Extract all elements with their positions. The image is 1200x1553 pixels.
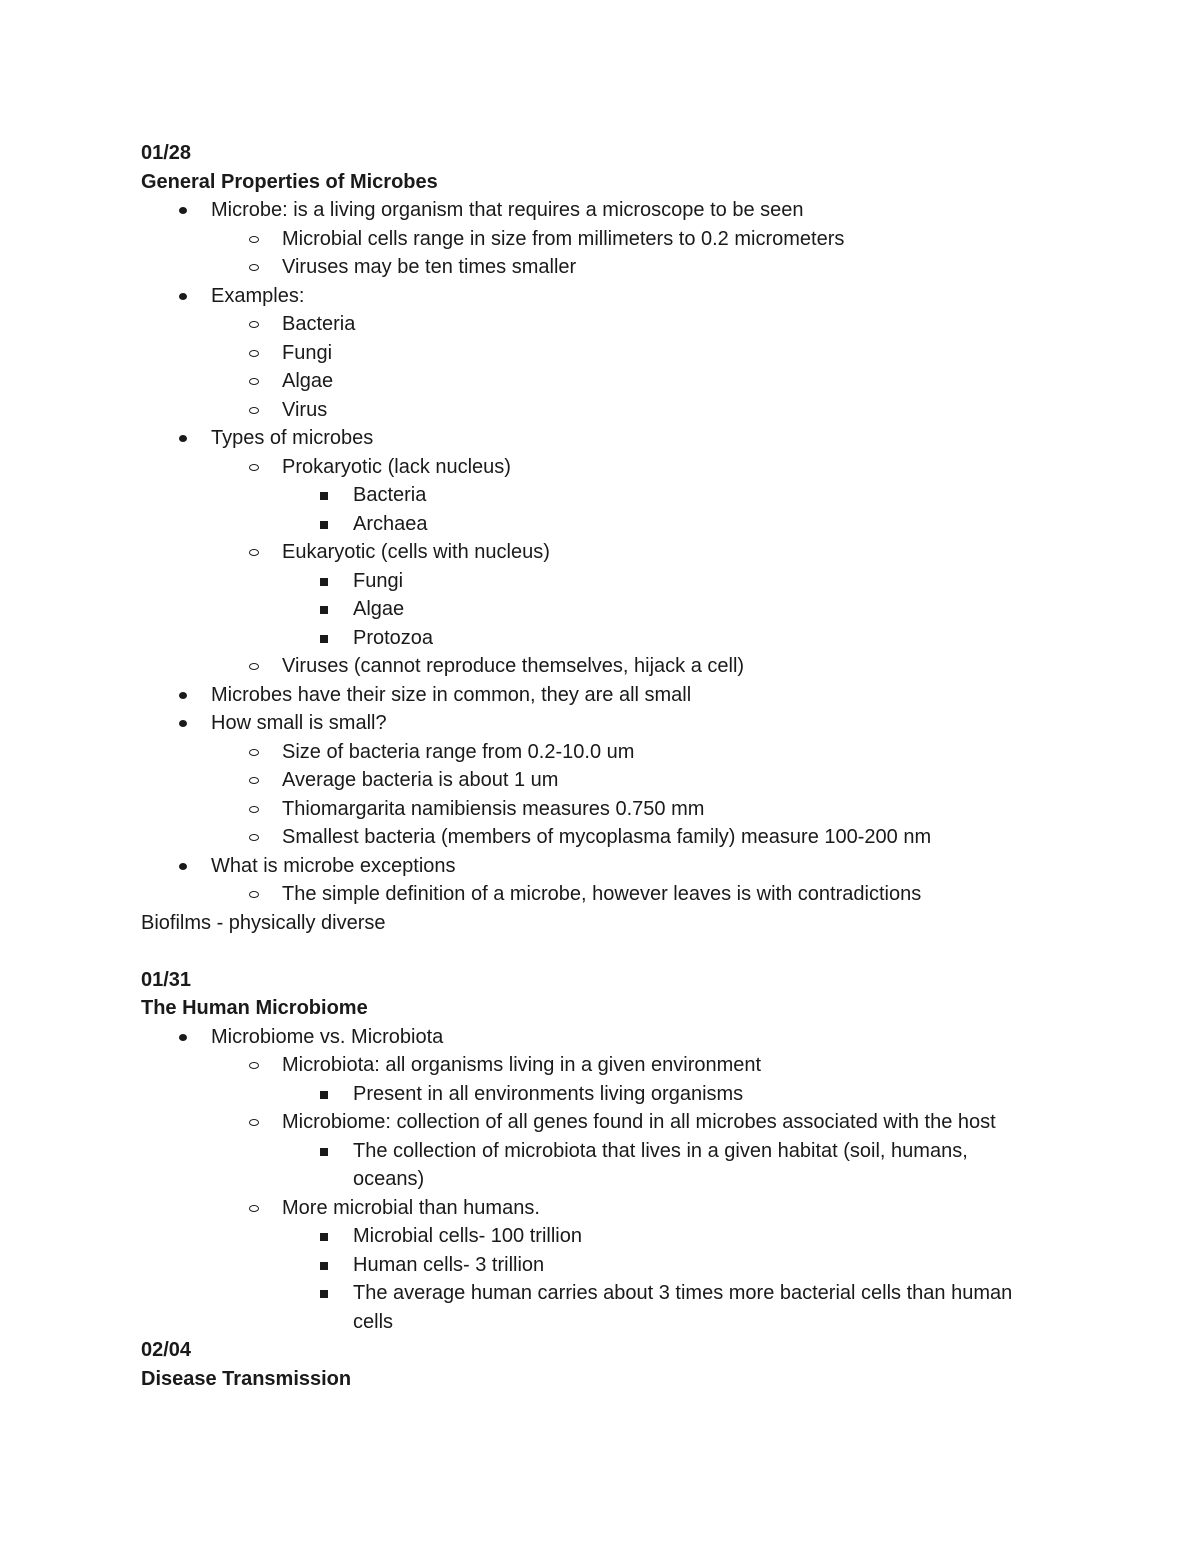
bullet-square-icon — [318, 1080, 332, 1109]
bullet-circle-icon — [248, 1051, 262, 1080]
bullet-square-icon — [318, 567, 332, 596]
bullet-dot-icon — [177, 282, 191, 311]
bullet-square-icon — [318, 1222, 332, 1251]
section-date: 01/31 — [141, 968, 192, 991]
bullet-dot-icon — [177, 424, 191, 453]
list-item: The average human carries about 3 times more bacterial cells than human cells — [141, 1279, 1061, 1336]
bullet-square-icon — [318, 481, 332, 510]
list-item: Average bacteria is about 1 um — [141, 766, 1061, 795]
bullet-circle-icon — [248, 538, 262, 567]
list-item: Microbes have their size in common, they are all small — [141, 681, 1061, 710]
section-date: 02/04 — [141, 1339, 192, 1361]
note-text: Biofilms - physically diverse — [141, 911, 386, 934]
list-item: Virus — [141, 396, 1061, 425]
bullet-circle-icon — [248, 1108, 262, 1137]
list-item: Fungi — [141, 339, 1061, 368]
section-title: General Properties of Microbes — [141, 170, 438, 193]
list-item: How small is small? — [141, 709, 1061, 738]
document-body — [141, 139, 1061, 1393]
bullet-dot-icon — [177, 709, 191, 738]
section-title: The Human Microbiome — [141, 997, 368, 1019]
list-item: Eukaryotic (cells with nucleus) — [141, 538, 1061, 567]
list-item: Prokaryotic (lack nucleus) — [141, 453, 1061, 482]
bullet-circle-icon — [248, 225, 262, 254]
bullet-circle-icon — [248, 1194, 262, 1223]
bullet-dot-icon — [177, 196, 191, 225]
bullet-circle-icon — [248, 823, 262, 852]
bullet-square-icon — [318, 510, 332, 539]
list-item: The simple definition of a microbe, however leaves is with contradictions — [141, 880, 1061, 909]
list-item: Microbial cells- 100 trillion — [141, 1222, 1061, 1251]
list-item: Microbe: is a living organism that requires a microscope to be seen — [141, 196, 1061, 225]
list-item: Fungi — [141, 567, 1061, 596]
bullet-square-icon — [318, 1251, 332, 1280]
list-item: Types of microbes — [141, 424, 1061, 453]
bullet-circle-icon — [248, 367, 262, 396]
list-item: Present in all environments living organisms — [141, 1080, 1061, 1109]
bullet-square-icon — [318, 595, 332, 624]
bullet-dot-icon — [177, 681, 191, 710]
bullet-circle-icon — [248, 396, 262, 425]
bullet-square-icon — [318, 1279, 332, 1308]
bullet-circle-icon — [248, 880, 262, 909]
bullet-square-icon — [318, 1137, 332, 1166]
bullet-circle-icon — [248, 738, 262, 767]
section-date: 01/28 — [141, 142, 192, 164]
list-item: Viruses may be ten times smaller — [141, 253, 1061, 282]
list-item: Viruses (cannot reproduce themselves, hijack a cell) — [141, 652, 1061, 681]
section-title: Disease Transmission — [141, 1367, 352, 1390]
list-item: Bacteria — [141, 310, 1061, 339]
list-item: Microbial cells range in size from millimeters to 0.2 micrometers — [141, 225, 1061, 254]
bullet-circle-icon — [248, 253, 262, 282]
list-item: Algae — [141, 595, 1061, 624]
list-item: What is microbe exceptions — [141, 852, 1061, 881]
bullet-circle-icon — [248, 453, 262, 482]
list-item: More microbial than humans. — [141, 1194, 1061, 1223]
list-item: Bacteria — [141, 481, 1061, 510]
list-item: Examples: — [141, 282, 1061, 311]
bullet-circle-icon — [248, 795, 262, 824]
list-item: Smallest bacteria (members of mycoplasma family) measure 100-200 nm — [141, 823, 1061, 852]
spacer — [141, 937, 1061, 966]
bullet-dot-icon — [177, 1023, 191, 1052]
list-item: Microbiome: collection of all genes found in all microbes associated with the host — [141, 1108, 1061, 1137]
bullet-circle-icon — [248, 310, 262, 339]
list-item: Human cells- 3 trillion — [141, 1251, 1061, 1280]
list-item: The collection of microbiota that lives in a given habitat (soil, humans, oceans) — [141, 1137, 1061, 1194]
bullet-circle-icon — [248, 652, 262, 681]
bullet-dot-icon — [177, 852, 191, 881]
list-item: Microbiota: all organisms living in a given environment — [141, 1051, 1061, 1080]
list-item: Microbiome vs. Microbiota — [141, 1023, 1061, 1052]
bullet-square-icon — [318, 624, 332, 653]
list-item: Thiomargarita namibiensis measures 0.750 mm — [141, 795, 1061, 824]
bullet-circle-icon — [248, 766, 262, 795]
list-item: Size of bacteria range from 0.2-10.0 um — [141, 738, 1061, 767]
bullet-circle-icon — [248, 339, 262, 368]
list-item: Algae — [141, 367, 1061, 396]
list-item: Protozoa — [141, 624, 1061, 653]
list-item: Archaea — [141, 510, 1061, 539]
